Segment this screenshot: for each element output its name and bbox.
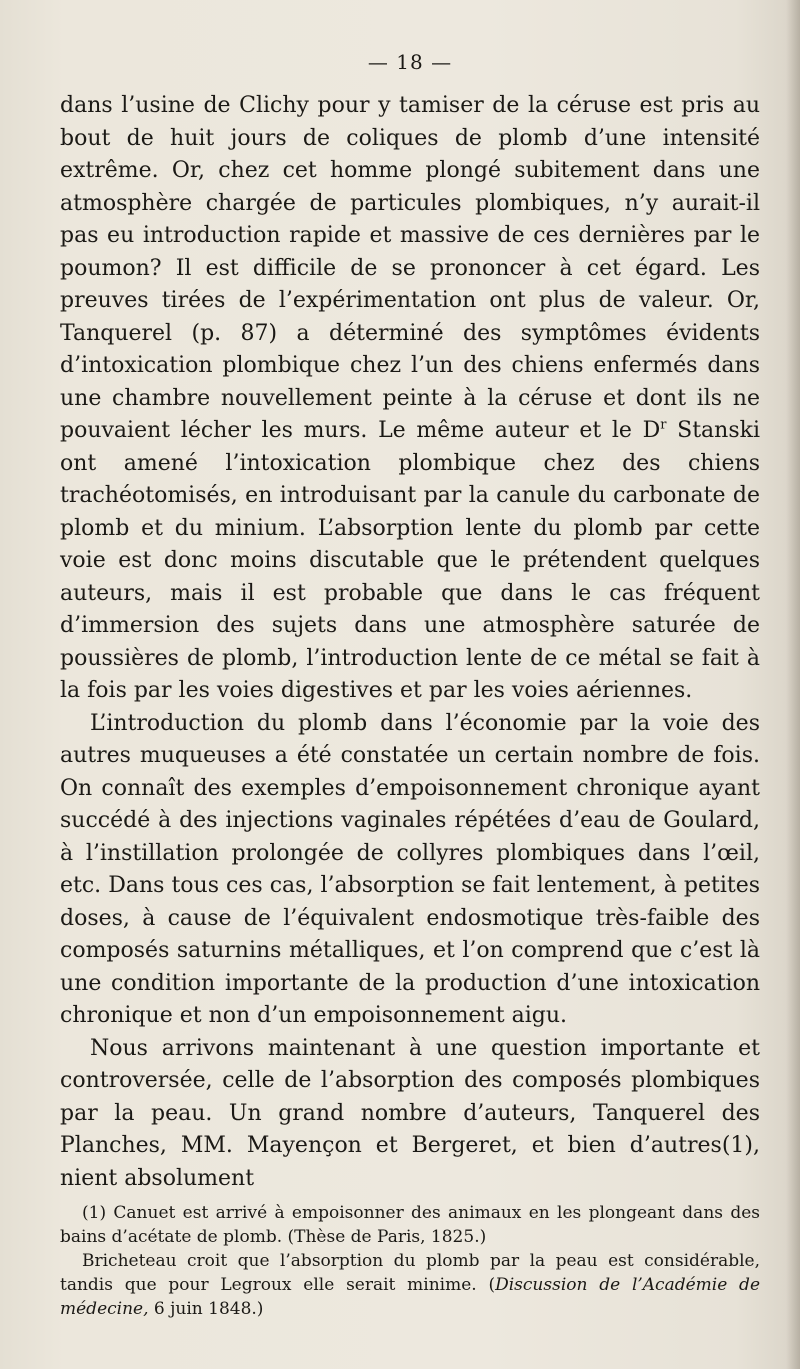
footnote-2-citation: Discussion de l’Académie de médecine, [60,1275,761,1319]
footnote-1: (1) Canuet est arrivé à empoisonner des animaux en les plongeant dans des bains d’acétate de plomb. (Thèse de Paris, 1825.) [60,1203,760,1247]
paragraph-3: Nous arrivons maintenant à une question importante et controversée, celle de l’absorption des composés plombiques par la peau. Un grand nombre d’auteurs, Tanquerel des Planches, MM. Mayençon et Bergeret, et bien d’autres(1), nient absolument [60,1035,760,1191]
footnote-2-date: 6 juin 1848.) [148,1299,264,1319]
page-edge-shadow [786,0,800,1369]
footnote-2-text: Bricheteau croit que l’absorption du plomb par la peau est considérable, tandis que pour Legroux elle serait minime. ( [60,1251,760,1295]
doctor-superscript: r [660,417,667,433]
paragraph-1-continued: Stanski ont amené l’intoxication plombique chez des chiens trachéotomisés, en introduisant par la canule du carbonate de plomb et du minium. L’absorption lente du plomb par cette voie est donc moins discutable que le prétendent quelques auteurs, mais il est probable que dans le cas fréquent d’immersion des sujets dans une atmosphère saturée de poussières de plomb, l’introduction lente de ce métal se fait à la fois par les voies digestives et par les voies aériennes. [60,418,760,703]
page-number-header: — 18 — [367,50,453,74]
paragraph-2: L’introduction du plomb dans l’économie par la voie des autres muqueuses a été constatée un certain nombre de fois. On connaît des exemples d’empoisonnement chronique ayant succédé à des injections vaginales répétées d’eau de Goulard, à l’instillation prolongée de collyres plombiques dans l’œil, etc. Dans tous ces cas, l’absorption se fait lentement, à petites doses, à cause de l’équivalent endosmotique très-faible des composés saturnins métalliques, et l’on comprend que c’est là une condition importante de la production d’une intoxication chronique et non d’un empoisonnement aigu. [60,710,760,1028]
paragraph-1-text: dans l’usine de Clichy pour y tamiser de la céruse est pris au bout de huit jours de coliques de plomb d’une intensité extrême. Or, chez cet homme plongé subitement dans une atmosphère chargée de particules plombiques, n’y aurait-il pas eu introduction rapide et massive de ces dernières par le poumon? Il est difficile de se prononcer à cet égard. Les preuves tirées de l’expérimentation ont plus de valeur. Or, Tanquerel (p. 87) a déterminé des symptômes évidents d’intoxication plombique chez l’un des chiens enfermés dans une chambre nouvellement peinte à la céruse et dont ils ne pouvaient lécher les murs. Le même auteur et le D [60,93,760,443]
main-text [60,90,760,1195]
paragraph-1 [60,90,760,708]
footnotes [60,1201,760,1321]
footnote-2 [60,1249,760,1321]
